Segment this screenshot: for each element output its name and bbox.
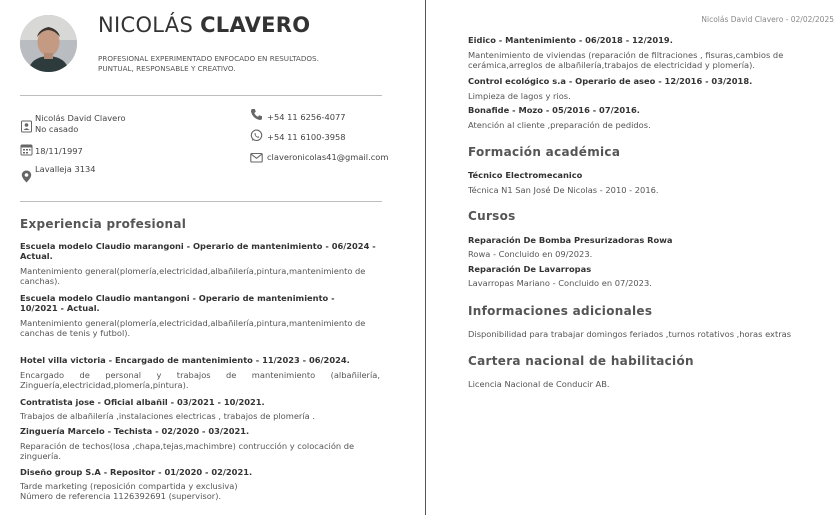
experience-desc: Limpieza de lagos y rios. (468, 91, 571, 101)
experience-desc: Encargado de personal y trabajos de mantenimiento (albañilería, Zinguería,electricidad,plomería,pintura). (20, 370, 380, 390)
experience-title: Escuela modelo Claudio marangoni - Operario de mantenimiento - 06/2024 - Actual. (20, 241, 376, 261)
education-desc: Técnica N1 San José De Nicolas - 2010 - 2016. (468, 185, 659, 195)
divider (20, 201, 382, 202)
first-name: NICOLÁS (98, 13, 194, 37)
experience-heading: Experiencia profesional (20, 217, 187, 231)
id-card-icon (20, 120, 33, 133)
experience-title: Bonafide - Mozo - 05/2016 - 07/2016. (468, 105, 640, 115)
experience-desc: Mantenimiento general(plomería,electricidad,albañilería,pintura,mantenimiento de canchas de tenis y futbol). (20, 318, 366, 338)
license-desc: Licencia Nacional de Conducir AB. (468, 379, 610, 389)
contact-whatsapp[interactable]: +54 11 6100-3958 (267, 132, 346, 142)
course-item (468, 264, 832, 288)
page-separator (425, 0, 426, 515)
education-title: Técnico Electromecanico (468, 170, 583, 180)
experience-title: Contratista jose - Oficial albañil - 03/2021 - 10/2021. (20, 397, 265, 407)
additional-info (468, 329, 832, 339)
course-desc: Lavarropas Mariano - Concluido en 07/2023. (468, 278, 652, 288)
experience-desc: Tarde marketing (reposición compartida y exclusiva) (20, 481, 238, 491)
experience-title: Escuela modelo Claudio mantangoni - Operario de mantenimiento - 10/2021 - Actual. (20, 293, 335, 313)
education-item (468, 170, 832, 195)
experience-title: Zinguería Marcelo - Techista - 02/2020 - 03/2021. (20, 426, 250, 436)
experience-item (468, 105, 832, 130)
last-name: CLAVERO (200, 13, 311, 37)
course-desc: Rowa - Concluido en 09/2023. (468, 249, 593, 259)
contact-address: Lavalleja 3134 (35, 164, 96, 174)
email-icon (250, 151, 263, 164)
whatsapp-icon (250, 129, 263, 142)
profile-photo (20, 15, 77, 72)
experience-item (468, 35, 832, 70)
contact-email[interactable]: claveronicolas41@gmail.com (267, 152, 389, 162)
experience-item (20, 397, 404, 421)
experience-item (20, 426, 404, 461)
experience-item (20, 355, 404, 390)
experience-title: Diseño group S.A - Repositor - 01/2020 - 02/2021. (20, 467, 253, 477)
running-header: Nicolás David Clavero - 02/02/2025 (701, 15, 834, 24)
license-info (468, 379, 832, 389)
resume-page-1 (0, 0, 412, 515)
experience-desc: Atención al cliente ,preparación de pedidos. (468, 120, 651, 130)
courses-heading: Cursos (468, 209, 516, 223)
experience-desc: Reparación de techos(losa ,chapa,tejas,machimbre) contrucción y colocación de zinguería. (20, 441, 355, 461)
profile-tagline: PROFESIONAL EXPERIMENTADO ENFOCADO EN RESULTADOS. PUNTUAL, RESPONSABLE Y CREATIVO. (98, 54, 319, 73)
contact-phone[interactable]: +54 11 6256-4077 (267, 112, 346, 122)
experience-reference: Número de referencia 1126392691 (supervisor). (20, 491, 222, 501)
divider (20, 95, 382, 96)
experience-desc: Mantenimiento general(plomería,electricidad,albañilería,pintura,mantenimiento de canchas). (20, 266, 366, 286)
experience-item (20, 467, 404, 501)
experience-item (468, 76, 832, 101)
contact-marital-status: No casado (35, 124, 79, 134)
contact-full-name: Nicolás David Clavero (35, 113, 126, 123)
additional-info-heading: Informaciones adicionales (468, 304, 653, 318)
course-title: Reparación De Bomba Presurizadoras Rowa (468, 235, 673, 245)
experience-title: Eidico - Mantenimiento - 06/2018 - 12/2019. (468, 35, 673, 45)
experience-desc: Trabajos de albañilería ,instalaciones electricas , trabajos de plomería . (20, 411, 315, 421)
experience-title: Control ecológico s.a - Operario de aseo - 12/2016 - 03/2018. (468, 76, 753, 86)
resume-page-2 (428, 0, 838, 515)
calendar-icon (20, 143, 33, 156)
experience-title: Hotel villa victoria - Encargado de mantenimiento - 11/2023 - 06/2024. (20, 355, 350, 365)
experience-desc: Mantenimiento de viviendas (reparación de filtraciones , fisuras,cambios de cerámica,arreglos de albañilería,trabajos de electricidad y plomería). (468, 50, 784, 70)
course-item (468, 235, 832, 259)
contact-birth-date: 18/11/1997 (35, 146, 83, 156)
additional-info-desc: Disponibilidad para trabajar domingos feriados ,turnos rotativos ,horas extras (468, 329, 792, 339)
experience-item (20, 293, 404, 338)
phone-icon (250, 108, 263, 121)
license-heading: Cartera nacional de habilitación (468, 354, 694, 368)
experience-item (20, 241, 404, 286)
education-heading: Formación académica (468, 145, 621, 159)
location-pin-icon (20, 170, 33, 183)
candidate-name (98, 13, 310, 37)
course-title: Reparación De Lavarropas (468, 264, 592, 274)
